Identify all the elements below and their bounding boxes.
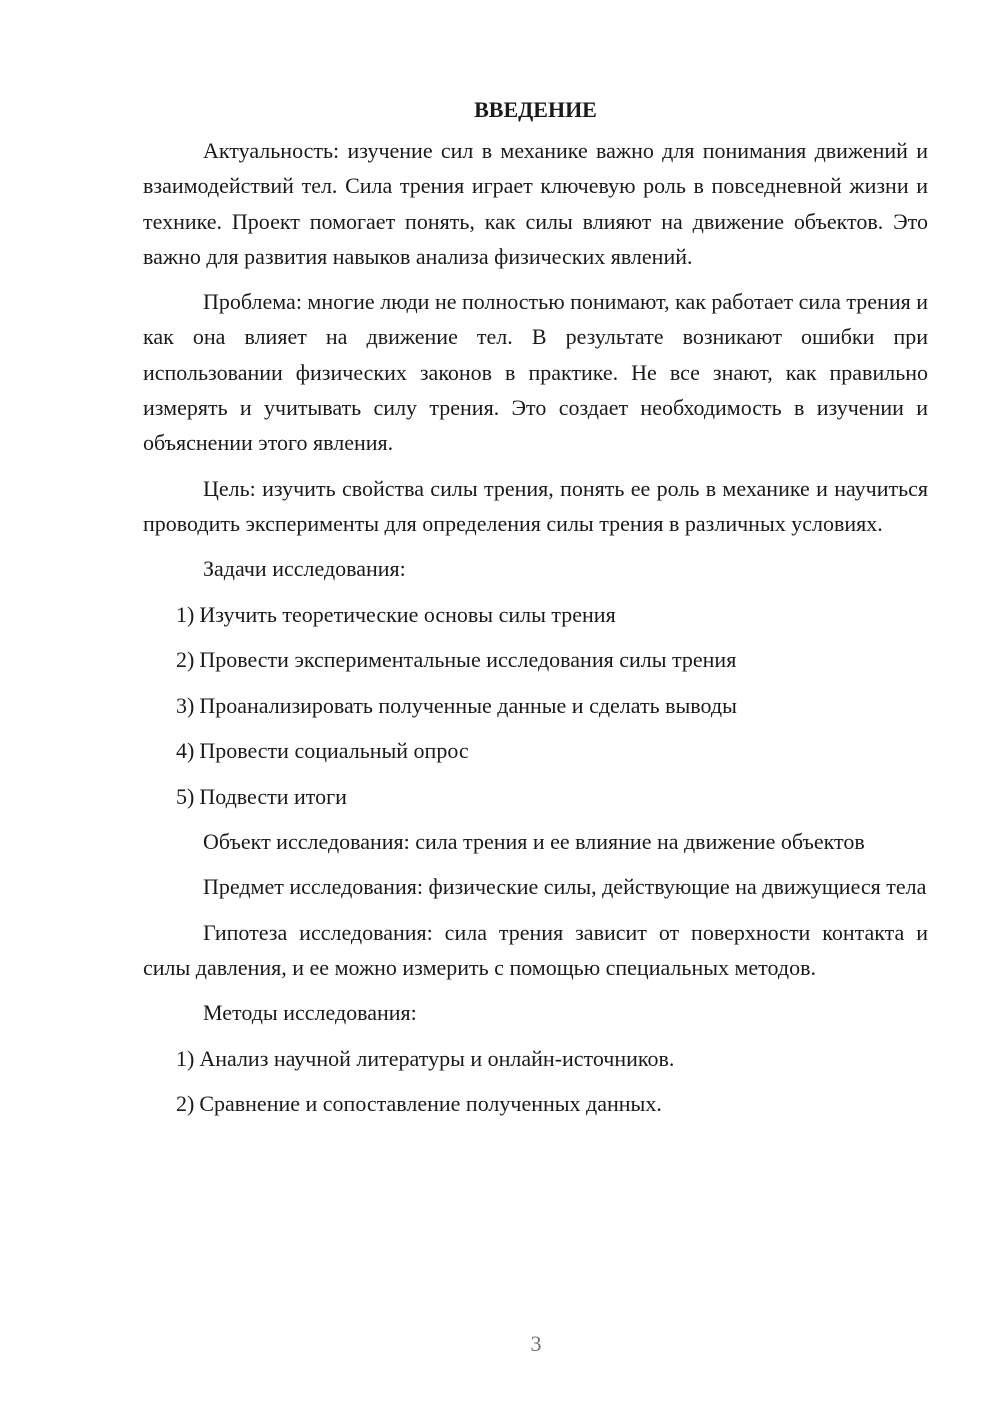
list-item — [143, 779, 928, 814]
list-item-number: 2) — [176, 1091, 195, 1117]
document-page — [143, 92, 928, 1132]
list-item-text: Изучить теоретические основы силы трения — [199, 601, 616, 627]
list-item — [143, 1041, 928, 1076]
subject-paragraph: Предмет исследования: физические силы, действующие на движущиеся тела — [203, 874, 927, 900]
list-item — [143, 733, 928, 768]
list-item — [143, 1086, 928, 1121]
tasks-list — [143, 597, 928, 814]
list-item-text: Анализ научной литературы и онлайн-источников. — [199, 1045, 675, 1071]
page-number: 3 — [530, 1331, 542, 1356]
object-paragraph: Объект исследования: сила трения и ее влияние на движение объектов — [203, 829, 865, 855]
list-item-text: Проанализировать полученные данные и сделать выводы — [199, 692, 737, 718]
goal-paragraph: Цель: изучить свойства силы трения, понять ее роль в механике и научиться проводить эксперименты для определения силы трения в различных условиях. — [143, 475, 928, 536]
list-item-text: Сравнение и сопоставление полученных данных. — [199, 1091, 662, 1117]
methods-label: Методы исследования: — [203, 1000, 417, 1026]
list-item-number: 2) — [176, 647, 195, 673]
list-item-number: 5) — [176, 783, 195, 809]
hypothesis-paragraph: Гипотеза исследования: сила трения зависит от поверхности контакта и силы давления, и ее можно измерить с помощью специальных методов. — [143, 919, 928, 980]
tasks-label: Задачи исследования: — [203, 556, 406, 582]
list-item-text: Провести экспериментальные исследования силы трения — [199, 647, 737, 673]
problem-paragraph: Проблема: многие люди не полностью понимают, как работает сила трения и как она влияет на движение тел. В результате возникают ошибки при использовании физических законов в практике. Не все знают, как правильно измерять и учитывать силу трения. Это создает необходимость в изучении и объяснении этого явления. — [143, 289, 928, 456]
list-item — [143, 642, 928, 677]
list-item-number: 1) — [176, 601, 195, 627]
list-item-number: 4) — [176, 738, 195, 764]
list-item — [143, 597, 928, 632]
list-item-text: Провести социальный опрос — [199, 738, 469, 764]
section-title: ВВЕДЕНИЕ — [474, 97, 597, 122]
methods-list — [143, 1041, 928, 1122]
list-item — [143, 688, 928, 723]
list-item-number: 3) — [176, 692, 195, 718]
list-item-text: Подвести итоги — [199, 783, 347, 809]
relevance-paragraph: Актуальность: изучение сил в механике важно для понимания движений и взаимодействий тел. Сила трения играет ключевую роль в повседневной жизни и технике. Проект помогает понять, как силы влияют на движение объектов. Это важно для развития навыков анализа физических явлений. — [143, 138, 928, 269]
list-item-number: 1) — [176, 1045, 195, 1071]
